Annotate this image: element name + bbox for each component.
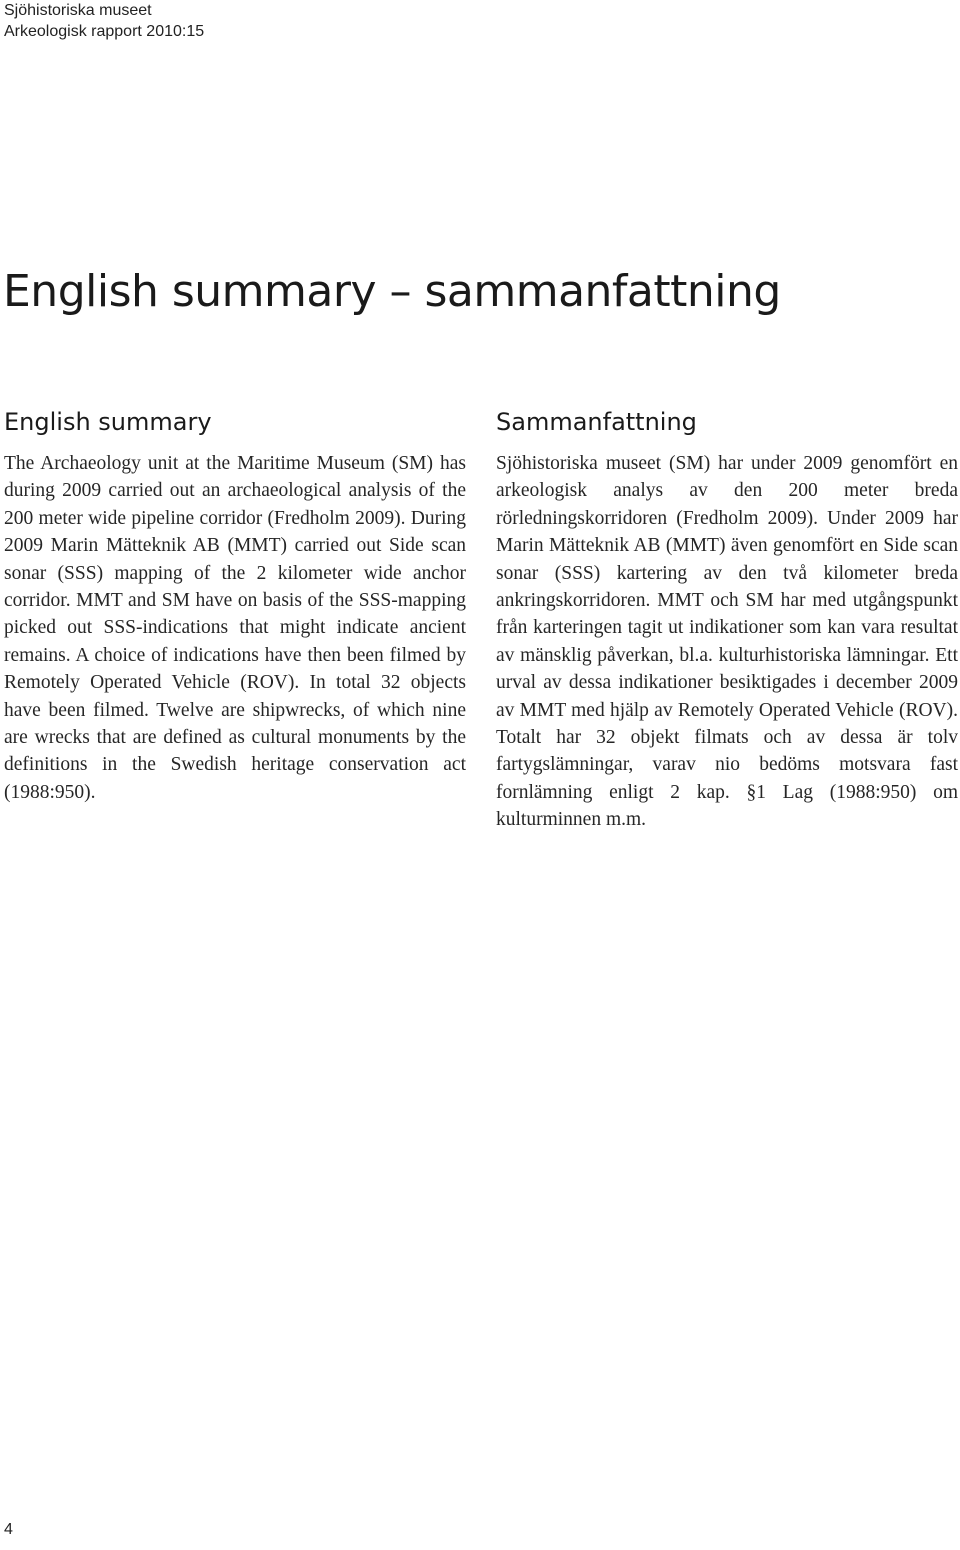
page-title: English summary – sammanfattning	[3, 266, 781, 317]
english-summary-heading: English summary	[4, 408, 212, 436]
page-number: 4	[4, 1521, 13, 1538]
running-header	[4, 0, 204, 42]
swedish-summary-text: Sjöhistoriska museet (SM) har under 2009 genomfört en arkeologisk analys av den 200 meter breda rörledningskorridoren (Fredholm 2009). Under 2009 har Marin Mätteknik AB (MMT) även genomfört en Side scan sonar (SSS) kartering av den två kilometer breda ankringskorridoren. MMT och SM har med utgångspunkt från karteringen tagit ut indikationer som kan vara resultat av mänsklig påverkan, bl.a. kulturhistoriska lämningar. Ett urval av dessa indikationer besiktigades i december 2009 av MMT med hjälp av Remotely Operated Vehicle (ROV). Totalt har 32 objekt filmats och av dessa är tolv fartygslämningar, varav nio bedöms motsvara fast fornlämning enligt 2 kap. §1 Lag (1988:950) om kulturminnen m.m.	[496, 453, 958, 831]
english-summary-column	[4, 404, 466, 806]
header-report-number: Arkeologisk rapport 2010:15	[4, 23, 205, 40]
header-publisher: Sjöhistoriska museet	[4, 2, 152, 19]
swedish-summary-column	[496, 404, 958, 834]
english-summary-text: The Archaeology unit at the Maritime Museum (SM) has during 2009 carried out an archaeological analysis of the 200 meter wide pipeline corridor (Fredholm 2009). During 2009 Marin Mätteknik AB (MMT) carried out Side scan sonar (SSS) mapping of the 2 kilometer wide anchor corridor. MMT and SM have on basis of the SSS-mapping picked out SSS-indications that might indicate ancient remains. A choice of indications have then been filmed by Remotely Operated Vehicle (ROV). In total 32 objects have been filmed. Twelve are shipwrecks, of which nine are wrecks that are defined as cultural monuments by the definitions in the Swedish heritage conservation act (1988:950).	[4, 453, 466, 803]
swedish-summary-heading: Sammanfattning	[496, 408, 697, 436]
